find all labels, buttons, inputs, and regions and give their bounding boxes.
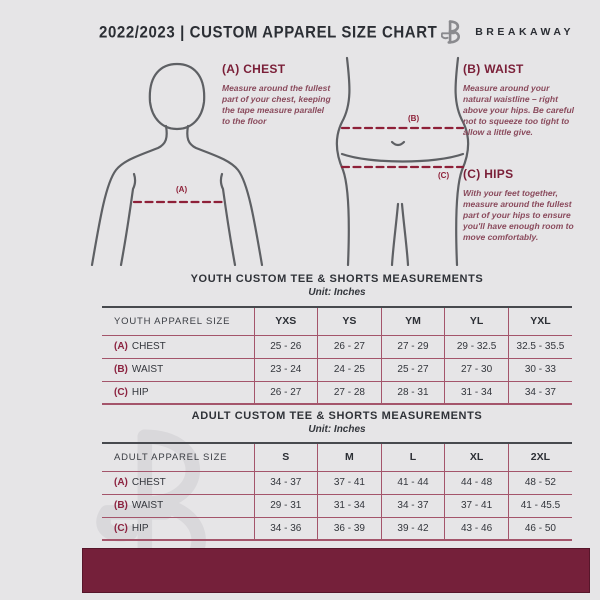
- youth-size-column-header: YOUTH APPAREL SIZE: [114, 315, 231, 327]
- table-cell: 34 - 37: [254, 471, 318, 494]
- hips-marker-label: (C): [438, 171, 450, 180]
- waist-heading: (B) WAIST: [463, 62, 524, 76]
- table-cell: 23 - 24: [254, 358, 318, 381]
- table-cell: 31 - 34: [445, 381, 509, 404]
- chest-text: Measure around the fullest part of your chest, keeping the tape measure parallel to the floor: [222, 83, 331, 126]
- waist-text: Measure around your natural waistline – right above your hips. Be careful not to squeeze too tight to allow a little give.: [463, 83, 575, 137]
- size-header-yxs: YXS: [254, 307, 318, 335]
- adult-header-row: [102, 443, 572, 471]
- size-header-l: L: [381, 443, 445, 471]
- youth-size-table: [102, 306, 572, 405]
- row-label-chest: (A) CHEST: [102, 471, 254, 494]
- table-cell: 44 - 48: [445, 471, 509, 494]
- table-row: [102, 381, 572, 404]
- youth-section-unit: Unit: Inches: [308, 287, 366, 298]
- table-cell: 37 - 41: [318, 471, 382, 494]
- table-cell: 34 - 36: [254, 517, 318, 540]
- hips-heading: (C) HIPS: [463, 167, 514, 181]
- chest-marker-label: (A): [176, 185, 188, 194]
- table-cell: 36 - 39: [318, 517, 382, 540]
- adult-section-title: ADULT CUSTOM TEE & SHORTS MEASUREMENTS: [191, 410, 483, 422]
- table-cell: 28 - 31: [381, 381, 445, 404]
- table-cell: 26 - 27: [254, 381, 318, 404]
- table-cell: 37 - 41: [445, 494, 509, 517]
- size-header-s: S: [254, 443, 318, 471]
- page-title: 2022/2023 | CUSTOM APPAREL SIZE CHART: [99, 22, 438, 42]
- size-header-yl: YL: [445, 307, 509, 335]
- row-label-waist: (B) WAIST: [102, 494, 254, 517]
- table-cell: 48 - 52: [508, 471, 572, 494]
- waist-instruction: [463, 62, 575, 137]
- footer-bar: [82, 548, 590, 593]
- size-header-ys: YS: [318, 307, 382, 335]
- table-cell: 29 - 32.5: [445, 335, 509, 358]
- table-cell: 26 - 27: [318, 335, 382, 358]
- row-label-waist: (B) WAIST: [102, 358, 254, 381]
- table-cell: 46 - 50: [508, 517, 572, 540]
- table-cell: 24 - 25: [318, 358, 382, 381]
- waist-marker-label: (B): [408, 114, 420, 123]
- row-label-hip: (C) HIP: [102, 381, 254, 404]
- table-cell: 27 - 29: [381, 335, 445, 358]
- lower-body-figure: [335, 56, 470, 266]
- size-header-2xl: 2XL: [508, 443, 572, 471]
- table-cell: 41 - 44: [381, 471, 445, 494]
- table-row: [102, 471, 572, 494]
- adult-size-table: [102, 442, 572, 541]
- brand-lockup: [441, 19, 574, 45]
- row-label-hip: (C) HIP: [102, 517, 254, 540]
- table-cell: 39 - 42: [381, 517, 445, 540]
- hips-instruction: [463, 167, 581, 242]
- youth-section-title: YOUTH CUSTOM TEE & SHORTS MEASUREMENTS: [190, 273, 484, 285]
- table-row: [102, 335, 572, 358]
- table-cell: 32.5 - 35.5: [508, 335, 572, 358]
- chest-instruction: [222, 62, 334, 127]
- size-header-m: M: [318, 443, 382, 471]
- table-cell: 29 - 31: [254, 494, 318, 517]
- chest-heading: (A) CHEST: [222, 62, 286, 76]
- row-label-chest: (A) CHEST: [102, 335, 254, 358]
- adult-section-unit: Unit: Inches: [308, 424, 366, 435]
- table-row: [102, 494, 572, 517]
- header: [99, 18, 574, 46]
- table-cell: 34 - 37: [381, 494, 445, 517]
- brand-name: BREAKAWAY: [475, 26, 574, 38]
- table-cell: 31 - 34: [318, 494, 382, 517]
- youth-header-row: [102, 307, 572, 335]
- size-header-xl: XL: [445, 443, 509, 471]
- table-cell: 34 - 37: [508, 381, 572, 404]
- breakaway-b-logo-icon: [441, 19, 467, 45]
- table-cell: 27 - 28: [318, 381, 382, 404]
- hips-text: With your feet together, measure around the fullest part of your hips to ensure you'll have enough room to move comfortably.: [463, 188, 574, 242]
- table-row: [102, 358, 572, 381]
- size-header-ym: YM: [381, 307, 445, 335]
- table-cell: 25 - 26: [254, 335, 318, 358]
- table-cell: 30 - 33: [508, 358, 572, 381]
- size-header-yxl: YXL: [508, 307, 572, 335]
- table-cell: 25 - 27: [381, 358, 445, 381]
- adult-size-column-header: ADULT APPAREL SIZE: [114, 451, 228, 463]
- table-cell: 43 - 46: [445, 517, 509, 540]
- table-cell: 27 - 30: [445, 358, 509, 381]
- table-cell: 41 - 45.5: [508, 494, 572, 517]
- table-row: [102, 517, 572, 540]
- measurement-diagrams: [0, 55, 600, 267]
